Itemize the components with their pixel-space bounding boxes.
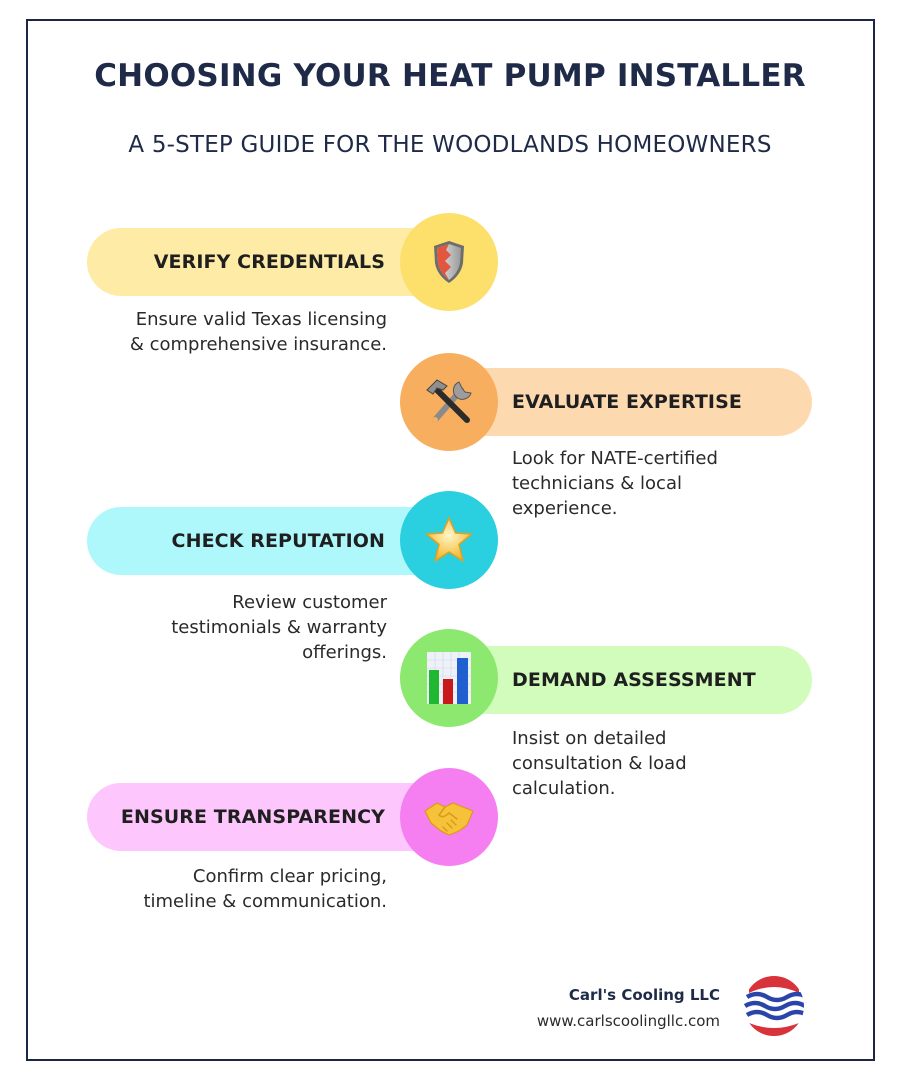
description-line: Ensure valid Texas licensing bbox=[135, 309, 387, 330]
handshake-icon bbox=[423, 797, 475, 837]
waves-logo-icon bbox=[743, 975, 805, 1037]
description-line: Review customer bbox=[232, 592, 387, 613]
step-label: CHECK REPUTATION bbox=[171, 530, 385, 552]
description-line: timeline & communication. bbox=[143, 891, 387, 912]
step-label: EVALUATE EXPERTISE bbox=[512, 391, 742, 413]
description-line: experience. bbox=[512, 498, 618, 519]
step-demand-assessment-description bbox=[512, 726, 782, 801]
step-check-reputation-description bbox=[87, 590, 387, 665]
step-verify-credentials-badge bbox=[400, 213, 498, 311]
description-line: Insist on detailed bbox=[512, 728, 667, 749]
step-check-reputation-badge bbox=[400, 491, 498, 589]
description-line: technicians & local bbox=[512, 473, 682, 494]
page-subtitle: A 5-STEP GUIDE FOR THE WOODLANDS HOMEOWNERS bbox=[128, 132, 772, 158]
step-evaluate-expertise-pill bbox=[450, 368, 812, 436]
description-line: Look for NATE-certified bbox=[512, 448, 718, 469]
description-line: offerings. bbox=[302, 642, 387, 663]
step-demand-assessment-pill bbox=[450, 646, 812, 714]
company-name: Carl's Cooling LLC bbox=[568, 986, 720, 1004]
step-ensure-transparency-badge bbox=[400, 768, 498, 866]
step-check-reputation-pill bbox=[87, 507, 447, 575]
step-demand-assessment-badge bbox=[400, 629, 498, 727]
description-line: & comprehensive insurance. bbox=[129, 334, 387, 355]
step-evaluate-expertise-badge bbox=[400, 353, 498, 451]
star-icon bbox=[424, 516, 474, 564]
description-line: Confirm clear pricing, bbox=[192, 866, 387, 887]
step-evaluate-expertise-description bbox=[512, 446, 782, 521]
bar-chart-icon bbox=[427, 652, 471, 704]
company-website-link[interactable]: www.carlscoolingllc.com bbox=[536, 1012, 720, 1030]
step-label: ENSURE TRANSPARENCY bbox=[120, 806, 385, 828]
hammer-and-wrench-icon bbox=[423, 376, 475, 428]
description-line: consultation & load bbox=[512, 753, 687, 774]
step-ensure-transparency-pill bbox=[87, 783, 447, 851]
step-label: VERIFY CREDENTIALS bbox=[153, 251, 385, 273]
step-verify-credentials-pill bbox=[87, 228, 447, 296]
description-line: calculation. bbox=[512, 778, 616, 799]
shield-icon bbox=[432, 239, 466, 285]
page-title: CHOOSING YOUR HEAT PUMP INSTALLER bbox=[94, 58, 806, 94]
description-line: testimonials & warranty bbox=[171, 617, 387, 638]
step-label: DEMAND ASSESSMENT bbox=[512, 669, 756, 691]
step-verify-credentials-description bbox=[87, 307, 387, 357]
step-ensure-transparency-description bbox=[87, 864, 387, 914]
